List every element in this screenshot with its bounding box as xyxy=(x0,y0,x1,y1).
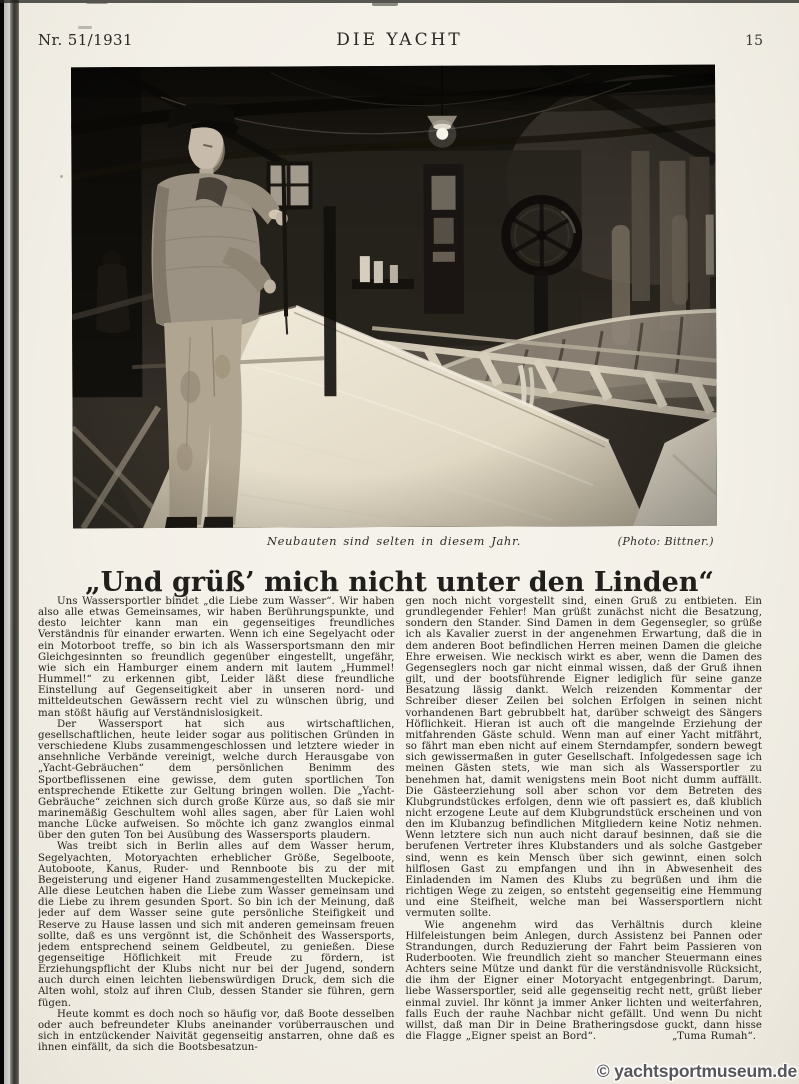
scan-spine-shadow xyxy=(10,0,19,1084)
paragraph: Heute kommt es doch noch so häufig vor, daß Boote desselben oder auch befreundeter Klubs aneinander vorüberrauschen und sich in entzückender Naivität gegenseitig anstarren, ohne daß es ihnen einfällt, da sich die Bootsbesatzun- xyxy=(38,1008,395,1054)
column-right xyxy=(406,596,763,1074)
column-left xyxy=(38,596,395,1074)
scan-edge-top xyxy=(0,0,799,3)
archive-watermark: © yachtsportmuseum.de xyxy=(596,1061,797,1081)
column-right-text xyxy=(406,596,763,1042)
paragraph: Was treibt sich in Berlin alles auf dem Wasser herum, Segelyachten, Motoryachten erheblicher Größe, Segelboote, Autoboote, Kanus, Ruder- und Rennboote bis zu der mit Begeisterung und eigener Hand zusammengestellten Muckepicke. Alle diese Leutchen haben die Liebe zum Wasser gemeinsam und die Liebe zu ihrem gesunden Sport. So bin ich der Meinung, daß jeder auf dem Wasser seine gute persönliche Steifigkeit und Reserve zu Hause lassen und sich mit anderen gemeinsam freuen sollte, daß es uns vergönnt ist, die Schönheit des Wassersports, jedem entsprechend seinem Geldbeutel, zu genießen. Diese gegenseitige Höflichkeit mit Freude zu fördern, ist Erziehungspflicht der Klubs nicht nur bei der Jugend, sondern auch durch einen leichten liebenswürdigen Druck, dem sich die Alten wohl, stolz auf ihren Club, dessen Stander sie führen, gern fügen. xyxy=(38,841,395,1009)
column-left-text xyxy=(38,596,395,1053)
article-body xyxy=(38,596,762,1074)
photo-credit: (Photo: Bittner.) xyxy=(617,535,714,548)
article-signature: „Tuma Rumah“. xyxy=(672,1031,756,1043)
paragraph: Der Wassersport hat sich aus wirtschaftlichen, gesellschaftlichen, heute leider sogar aus politischen Gründen in verschiedene Klubs zusammengeschlossen und letztere wieder in ansehnliche Verbände vereinigt, welche durch Herausgabe von „Yacht-Gebräuchen“ dem persönlichen Benimm des Sportbeflissenen eine gewisse, dem guten sportlichen Ton entsprechende Etikette zur Geltung bringen wollen. Die „Yacht-Gebräuche“ zeichnen sich durch große Kürze aus, so daß sie mir marinemäßig Geschultem wohl alles sagen, aber für Laien wohl manche Lücke aufweisen. So möchte ich ganz zwanglos einmal über den guten Ton bei Ausübung des Wassersports plaudern. xyxy=(38,718,395,842)
scan-speck xyxy=(78,26,92,29)
page-number: 15 xyxy=(745,33,763,49)
article-title: „Und grüß’ mich nicht unter den Linden“ xyxy=(85,567,714,599)
scan-speck xyxy=(60,175,63,178)
scan-speck xyxy=(86,0,108,4)
photo-caption: Neubauten sind selten in diesem Jahr. xyxy=(266,534,522,548)
photo-vignette xyxy=(71,65,717,529)
paragraph: Wie angenehm wird das Verhältnis durch kleine Hilfeleistungen beim Anlegen, durch Assistenz bei Pannen oder Strandungen, durch Reduzierung der Fahrt beim Passieren von Ruderbooten. Wie freundlich zieht so mancher Steuermann eines Achters seine Mütze und dankt für die verständnisvolle Rücksicht, die ihm der Eigner einer Motoryacht entgegenbringt. Darum, liebe Wassersportler, seid alle gegenseitig recht nett, grüßt lieber einmal zuviel. Ihr könnt ja immer Anker lichten und weiterfahren, falls Euch der rauhe Nachbar nicht gefällt. Und wenn Du nicht willst, daß man Dir in Deine Bratheringsdose guckt, dann hisse die Flagge „Eigner speist an Bord“. xyxy=(405,919,762,1043)
workshop-photo xyxy=(71,65,717,529)
masthead-title: DIE YACHT xyxy=(336,30,463,50)
issue-number: Nr. 51/1931 xyxy=(38,31,133,49)
paragraph: gen noch nicht vorgestellt sind, einen Gruß zu entbieten. Ein grundlegender Fehler! Man grüßt zunächst nicht die Besatzung, sondern den Stander. Sind Damen in dem Gegensegler, so grüße ich als Kavalier zuerst in der angenehmen Erwartung, daß die in dem anderen Boot befindlichen Herren meinen Damen die gleiche Ehre erweisen. Wie neckisch wirkt es aber, wenn die Damen des Gegenseglers noch gar nicht einmal wissen, daß der Gruß ihnen gilt, und der bootsführende Eigner lediglich für seine ganze Besatzung lässig dankt. Welch reizenden Kommentar der Schreiber dieser Zeilen bei solchen Erfolgen in seinen nicht vorhandenen Bart gebrubbelt hat, darüber schweigt des Sängers Höflichkeit. Hieran ist auch oft die mangelnde Erziehung der mitfahrenden Gäste schuld. Wenn man auf einer Yacht mitfährt, so fährt man eben nicht auf einem Sterndampfer, sondern bewegt sich gewissermaßen in guter Gesellschaft. Infolgedessen sage ich meinen Gästen stets, wie man sich als Wassersportler zu benehmen hat, damit wenigstens mein Boot nicht dumm auffällt. Die Gästeerziehung soll aber schon vor dem Betreten des Klubgrundstückes erfolgen, denn wie oft passiert es, daß klublich nicht erzogene Leute auf dem Klubgrundstück erscheinen und von den im Klubanzug befindlichen Mitgliedern keine Notiz nehmen. Wenn letztere sich nun auch nicht darauf besinnen, daß sie die berufenen Vertreter ihres Klubstanders und als solche Gastgeber sind, wenn es kein Mensch über sich gewinnt, einen solch hilflosen Gast zu empfangen und ihn in Abwesenheit des Einladenden im Namen des Klubs zu begrüßen und ihm die richtigen Wege zu zeigen, so entsteht gegenseitig eine Hemmung und eine Steifheit, welche man bei Wassersportlern nicht vermuten sollte. xyxy=(405,596,762,920)
paragraph: Uns Wassersportler bindet „die Liebe zum Wasser“. Wir haben also alle etwas Gemeinsames, wir haben Berührungspunkte, und desto leichter kann man ein gegenseitiges freundliches Verständnis für einander erwarten. Wenn ich eine Segelyacht oder ein Motorboot treffe, so bin ich als Wassersportsmann den mir Gleichgesinnten so freundlich gegenüber eingestellt, ungefähr, wie sich ein Hamburger einem andern mit lautem „Hummel! Hummel!“ zu erkennen gibt, Leider läßt diese freundliche Einstellung auf Gegenseitigkeit aber in unseren nord- und mitteldeutschen Gewässern recht viel zu wünschen übrig, und man stößt häufig auf Verständnislosigkeit. xyxy=(38,596,395,719)
scan-speck xyxy=(372,0,398,6)
photo-caption-row xyxy=(72,534,716,550)
